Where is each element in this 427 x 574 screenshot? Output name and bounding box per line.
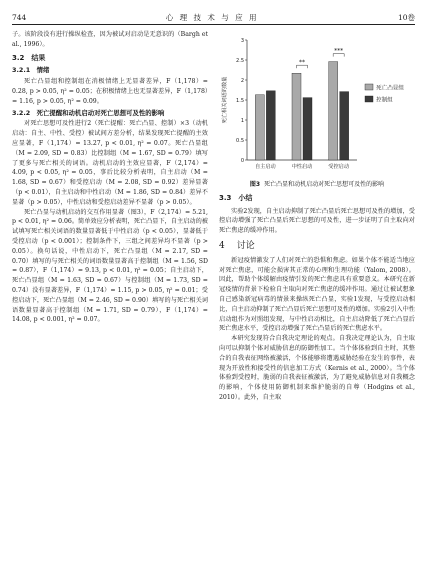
section-4-number: 4 xyxy=(219,240,225,251)
results-paragraph-2: 死亡凸显与动机启动的交互作用显著（图3），F（2,174）= 5.21, p < 0.01, η² = 0.06。简单效应分析表明，死亡凸显下，自主启动的被试填写死亡相关词语的数量显著低于中性启动（p < 0.05），显著低于受控启动（p < 0.001）；控制条件下，三组之间差异均不显著（p > 0.05）。换句话说，中性启动下，死亡凸显组（M = 2.17, SD = 0.70）填写的与死亡相关的词语数量显著高于控制组（M = 1.56, SD = 0.87），F（1,174）= 9.13, p < 0.01, η² = 0.05；自主启动下，死亡凸显组（M = 1.63, SD = 0.67）与控制组（M = 1.73, SD = 0.74）没有显著差异，F（1,174）= 1.15, p > 0.05, η² = 0.01；受控启动下，死亡凸显组（M = 2.46, SD = 0.90）填写的与死亡相关词语数量显著高于控制组（M = 1.71, SD = 0.79），F（1,174）= 14.08, p < 0.001, η² = 0.07。 xyxy=(12,208,208,324)
significance-label: *** xyxy=(334,47,344,55)
bar-chart xyxy=(219,30,415,180)
summary-paragraph: 实验2发现，自主启动抑制了死亡凸显后死亡思想可及性的增加，受控启动增强了死亡凸显后死亡思想的可及性，进一步证明了自主取向对死亡焦虑的缓冲作用。 xyxy=(219,207,415,235)
bar-control-2 xyxy=(303,98,312,160)
section-4-title: 讨论 xyxy=(236,240,255,251)
intro-paragraph: 子。该阶段没有进行操纵检查，因为被试对启动是无意识的（Bargh et al., 1996）。 xyxy=(12,31,208,48)
section-3-2-2-heading: 3.2.2 死亡提醒和动机启动对死亡思想可及性的影响 xyxy=(12,108,165,117)
y-axis-label: 死亡相关词语的数量 xyxy=(222,76,228,124)
y-tick-label: 2 xyxy=(240,78,244,84)
legend-swatch xyxy=(365,96,373,102)
results-paragraph-1: 对死亡思想可及性进行2（死亡提醒：死亡凸显、控制）×3（动机启动：自主、中性、受控）被试间方差分析，结果发现死亡提醒的主效应显著，F（1,174）= 13.27, p < 0.01, η² = 0.07。死亡凸显组（M = 2.09, SD = 0.83）比控制组（M = 1.67, SD = 0.79）填写了更多与死亡相关的词语。动机启动的主效应显著，F（2,174）= 4.09, p < 0.05, η² = 0.05，事后比较分析表明，自主启动（M = 1.68, SD = 0.67）和受控启动（M = 2.08, SD = 0.92）差异显著（p < 0.01），自主启动和中性启动（M = 1.86, SD = 0.84）差异不显著（p > 0.05），中性启动和受控启动差异不显著（p > 0.05）。 xyxy=(12,120,208,206)
emotion-paragraph: 死亡凸显组和控制组在消极情绪上无显著差异，F（1,178）= 0.28, p > 0.05, η² = 0.05；在积极情绪上也无显著差异，F（1,178）= 1.16, p > 0.05, η² = 0.09。 xyxy=(12,78,208,105)
y-tick-label: 1.5 xyxy=(236,98,244,104)
section-3-2-heading: 3.2 结果 xyxy=(12,53,46,62)
figure-caption xyxy=(219,180,415,190)
discussion-paragraph-1: 新冠疫情激发了人们对死亡的恐惧和焦虑。如果个体不能适当地应对死亡焦虑，可能会损害其正常的心理和生理功能（Yalom, 2008）。因此，帮助个体缓解由疫情引发的死亡焦虑具有重要意义。本研究在新冠疫情的背景下检验自主取向对死亡焦虑的缓冲作用。通过让被试想象自己感染新冠病毒的情景来操纵死亡凸显，实验1发现，与受控启动相比，自主启动抑制了死亡凸显后死亡思想可及性的增加。实验2引入中性启动组作为对照组发现，与中性启动相比，自主启动降低了死亡凸显后死亡焦虑水平，受控启动增强了死亡凸显后的死亡焦虑水平。 xyxy=(219,256,415,333)
figure-caption-text: 死亡凸显和动机启动对死亡思想可及性的影响 xyxy=(264,181,385,188)
bar-mortality-2 xyxy=(292,73,301,160)
bar-mortality-3 xyxy=(329,62,338,160)
legend-swatch xyxy=(365,84,373,90)
discussion-paragraph-2: 本研究发现符合自我决定理论的观点。自我决定理论认为，自主取向可以抑制个体对威胁信息的防御性加工。当个体体验到自主时，其整合的自我表征网络被激活，个体能够将遭遇威胁经验在发生的事件，表现为开放性和接受性的信息加工方式（Kernis et al., 2000）。当个体体验到受控时，脆弱的自我表征被激活，为了避免威胁信息对自我概念的影响，个体使用防御机制来维护脆弱的自尊（Hodgins et al., 2010）。此外，自主取 xyxy=(219,335,415,401)
section-3-2-1-heading: 3.2.1 情绪 xyxy=(12,66,50,75)
x-tick-label: 中性启动 xyxy=(291,164,313,170)
y-tick-label: 3 xyxy=(240,38,244,44)
y-tick-label: 2.5 xyxy=(236,58,244,64)
legend-label: 死亡凸显组 xyxy=(376,85,404,92)
y-tick-label: 0.5 xyxy=(236,138,244,144)
page-header xyxy=(12,10,415,24)
bar-control-3 xyxy=(340,92,349,160)
header-rule xyxy=(12,24,415,25)
figure-3 xyxy=(219,30,415,180)
figure-caption-label: 图3 xyxy=(249,181,261,188)
right-column xyxy=(219,30,415,403)
section-4-heading xyxy=(219,242,415,252)
legend-label: 控制组 xyxy=(376,97,393,104)
bar-mortality-1 xyxy=(255,95,264,160)
y-tick-label: 0 xyxy=(240,158,244,164)
volume-label: 10卷 xyxy=(397,12,415,22)
left-column xyxy=(12,30,208,325)
x-tick-label: 自主启动 xyxy=(254,164,276,170)
bar-control-1 xyxy=(266,91,275,160)
section-3-3-heading: 3.3 小结 xyxy=(219,193,253,202)
significance-label: ** xyxy=(299,59,305,67)
journal-title: 心 理 技 术 与 应 用 xyxy=(165,12,259,22)
y-tick-label: 1 xyxy=(240,118,244,124)
page-number: 744 xyxy=(12,12,27,22)
x-tick-label: 受控启动 xyxy=(328,164,350,170)
